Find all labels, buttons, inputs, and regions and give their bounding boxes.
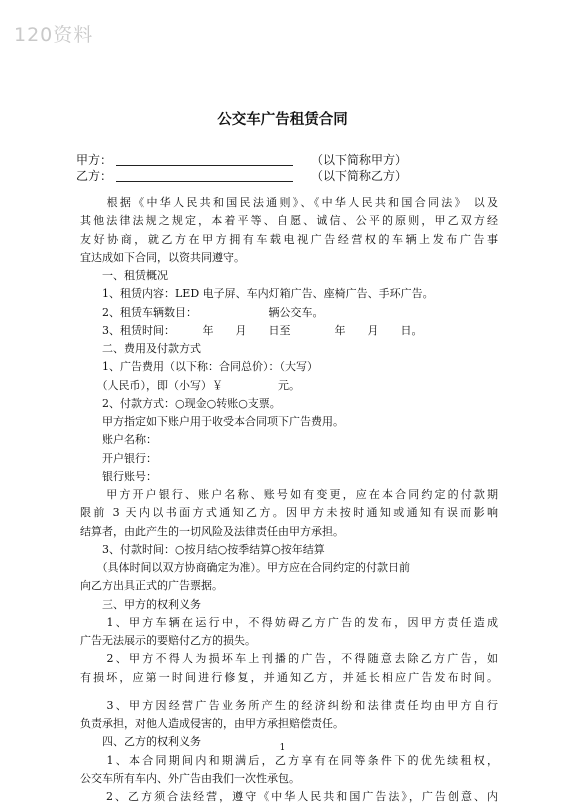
paragraph-line: 广告无法展示的要赔付乙方的损失。: [80, 634, 256, 647]
party-a-row: [76, 151, 407, 168]
paragraph-line: 1、甲方车辆在运行中，不得妨碍乙方广告的发布，因甲方责任造成: [80, 615, 498, 629]
paragraph-line: 2、租赁车辆数目： 辆公交车。: [80, 305, 324, 319]
contract-body: [80, 194, 498, 806]
section-heading: 三、甲方的权利义务: [80, 597, 201, 611]
paragraph-line: 根据《中华人民共和国民法通则》、《中华人民共和国合同法》 以及: [80, 196, 498, 209]
paragraph-line: 1、本合同期间内和期满后，乙方享有在同等条件下的优先续租权，: [80, 753, 498, 767]
paragraph-line: 结算者，由此产生的一切风险及法律责任由甲方承担。: [80, 524, 344, 538]
section-heading: 一、租赁概况: [80, 269, 168, 282]
paragraph-line: 1、广告费用（以下称：合同总价）：（大写）: [80, 360, 318, 374]
paragraph-line: 2、乙方须合法经营，遵守《中华人民共和国广告法》，广告创意、内: [80, 790, 498, 803]
party-a-note: （以下简称甲方）: [311, 153, 408, 167]
page-number: 1: [279, 743, 286, 753]
paragraph-line: 3、租赁时间： 年 月 日至 年 月 日。: [80, 323, 423, 337]
paragraph-line: 1、租赁内容：LED 电子屏、车内灯箱广告、座椅广告、手环广告。: [80, 287, 434, 301]
document-title: 公交车广告租赁合同: [217, 112, 348, 128]
paragraph-line: 其他法律法规之规定，本着平等、自愿、诚信、公平的原则，甲乙双方经: [80, 214, 498, 228]
paragraph-line: 银行账号：: [80, 469, 157, 483]
paragraph-line: 限前 3 天内以书面方式通知乙方。因甲方未按时通知或通知有误而影响: [80, 506, 498, 520]
section-heading: 四、乙方的权利义务: [80, 735, 201, 749]
paragraph-line: （人民币），即（小写）￥ 元。: [80, 378, 300, 392]
paragraph-line: 负责承担，对他人造成侵害的，由甲方承担赔偿责任。: [80, 717, 344, 730]
paragraph-line: 向乙方出具正式的广告票据。: [80, 579, 223, 593]
party-b-note: （以下简称乙方）: [311, 169, 408, 183]
paragraph-line: （具体时间以双方协商确定为准）。甲方应在合同约定的付款日前: [80, 561, 410, 574]
party-b-row: [76, 167, 407, 184]
paragraph-line: 公交车所有车内、外广告由我们一次性承包。: [80, 771, 300, 785]
paragraph-line: 宜达成如下合同，以资共同遵守。: [80, 250, 245, 264]
paragraph-line: 3、付款时间：○按月结○按季结算○按年结算: [80, 542, 325, 556]
paragraph-line: 3、甲方因经营广告业务所产生的经济纠纷和法律责任均由甲方自行: [80, 698, 498, 712]
party-b-label: 乙方：: [76, 169, 113, 183]
section-heading: 二、费用及付款方式: [80, 342, 201, 355]
paragraph-gap: [80, 687, 498, 697]
paragraph-line: 账户名称：: [80, 433, 157, 447]
party-b-blank: [116, 169, 293, 182]
paragraph-line: 2、甲方不得人为损坏车上刊播的广告，不得随意去除乙方广告，如: [80, 652, 498, 666]
party-a-label: 甲方：: [76, 153, 113, 167]
paragraph-line: 2、付款方式：○现金○转账○支票。: [80, 396, 281, 410]
paragraph-line: 甲方开户银行、账户名称、账号如有变更，应在本合同约定的付款期: [80, 488, 498, 501]
paragraph-line: 友好协商，就乙方在甲方拥有车载电视广告经营权的车辆上发布广告事: [80, 232, 498, 246]
party-a-blank: [116, 153, 293, 166]
watermark: 120资料: [14, 24, 94, 46]
paragraph-line: 有损坏，应第一时间进行修复，并通知乙方，并延长相应广告发布时间。: [80, 670, 498, 684]
paragraph-line: 开户银行：: [80, 451, 157, 465]
paragraph-line: 甲方指定如下账户用于收受本合同项下广告费用。: [80, 415, 344, 428]
